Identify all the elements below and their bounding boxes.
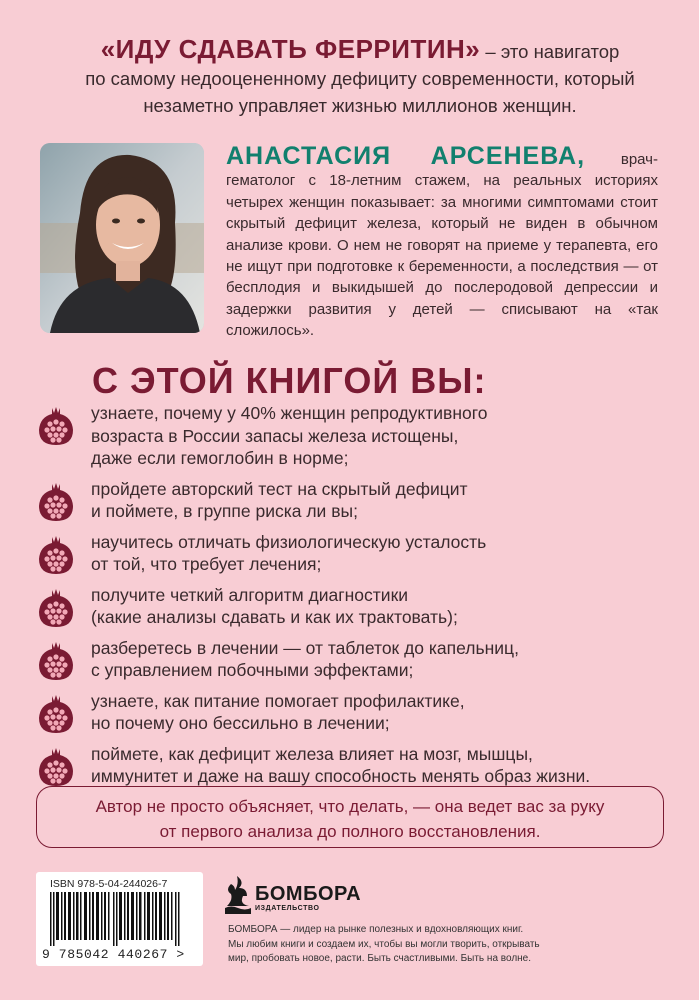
publisher-line: Мы любим книги и создаем их, чтобы вы могли творить, открывать [228,938,540,950]
list-item-line: от той, что требует лечения; [91,554,322,574]
pomegranate-icon [36,534,76,576]
list-item [36,478,676,523]
author-name: АНАСТАСИЯ АРСЕНЕВА, [226,142,586,170]
intro-line-2: по самому недооцененному дефициту современности, который [85,68,635,89]
list-item [36,743,676,788]
list-item-line: научитесь отличать физиологическую усталость [91,531,487,552]
intro-line-1 [40,36,680,65]
list-item-line: узнаете, почему у 40% женщин репродуктивного [91,403,488,423]
pomegranate-icon [36,587,76,629]
list-item-line: поймете, как дефицит железа влияет на мозг, мышцы, [91,743,533,764]
bombora-logo-icon [225,876,251,914]
callout-box [36,786,664,848]
publisher-description [228,923,558,967]
list-item-line: и поймете, в группе риска ли вы; [91,501,358,521]
pomegranate-icon [36,640,76,682]
list-item-line: с управлением побочными эффектами; [91,660,414,680]
list-item [36,690,676,735]
benefits-list [36,402,676,788]
intro-line-3: незаметно управляет жизнью миллионов женщин. [143,95,577,116]
isbn-barcode-box [36,872,203,966]
list-item-line: разберетесь в лечении — от таблеток до капельниц, [91,637,519,658]
pomegranate-icon [36,405,76,447]
callout-line-2: от первого анализа до полного восстановления. [159,822,541,841]
list-item-line: возраста в России запасы железа истощены, [91,425,459,446]
callout-line-1: Автор не просто объясняет, что делать, — она ведет вас за руку [95,797,605,816]
list-item [36,402,676,470]
publisher-line: мир, пробовать новое, расти. Быть счастливыми. Быть на волне. [228,953,532,964]
barcode [50,892,190,946]
list-item [36,531,676,576]
barcode-digits: 9 785042 440267 > [42,947,185,962]
author-bio [226,142,658,342]
publisher-logo-name: БОМБОРА [255,883,362,905]
list-item-line: иммунитет и даже на вашу способность менять образ жизни. [91,766,591,786]
publisher-line: БОМБОРА — лидер на рынке полезных и вдохновляющих книг. [228,924,524,935]
publisher-logo-sub: ИЗДАТЕЛЬСТВО [255,905,320,912]
pomegranate-icon [36,693,76,735]
list-item-line: (какие анализы сдавать и как их трактовать); [91,607,458,627]
author-photo [40,143,204,333]
isbn-label: ISBN 978-5-04-244026-7 [50,878,168,890]
list-item-line: даже если гемоглобин в норме; [91,448,349,468]
list-item-line: но почему оно бессильно в лечении; [91,713,390,733]
intro-line1-rest: – это навигатор [480,41,620,62]
list-item-line: пройдете авторский тест на скрытый дефицит [91,478,468,499]
book-title-quote: «ИДУ СДАВАТЬ ФЕРРИТИН» [100,34,481,64]
list-item-line: узнаете, как питание помогает профилактике, [91,690,465,711]
list-item [36,637,676,682]
list-item-line: получите четкий алгоритм диагностики [91,584,409,605]
pomegranate-icon [36,746,76,788]
author-bio-text: врач-гематолог с 18-летним стажем, на реальных историях четырех женщин показывает: за многими симптомами стоит скрытый дефицит железа, который не виден в обычном анализе крови. О нем не говорят на приеме у терапевта, его не ищут при подготовке к беременности, а последствия — от бесплодия и выкидышей до послеродовой депрессии и задержки развития у детей — списывают на «так сложилось». [226,151,658,340]
pomegranate-icon [36,481,76,523]
intro-text [40,36,680,119]
list-item [36,584,676,629]
with-book-heading: С ЭТОЙ КНИГОЙ ВЫ: [92,360,487,401]
